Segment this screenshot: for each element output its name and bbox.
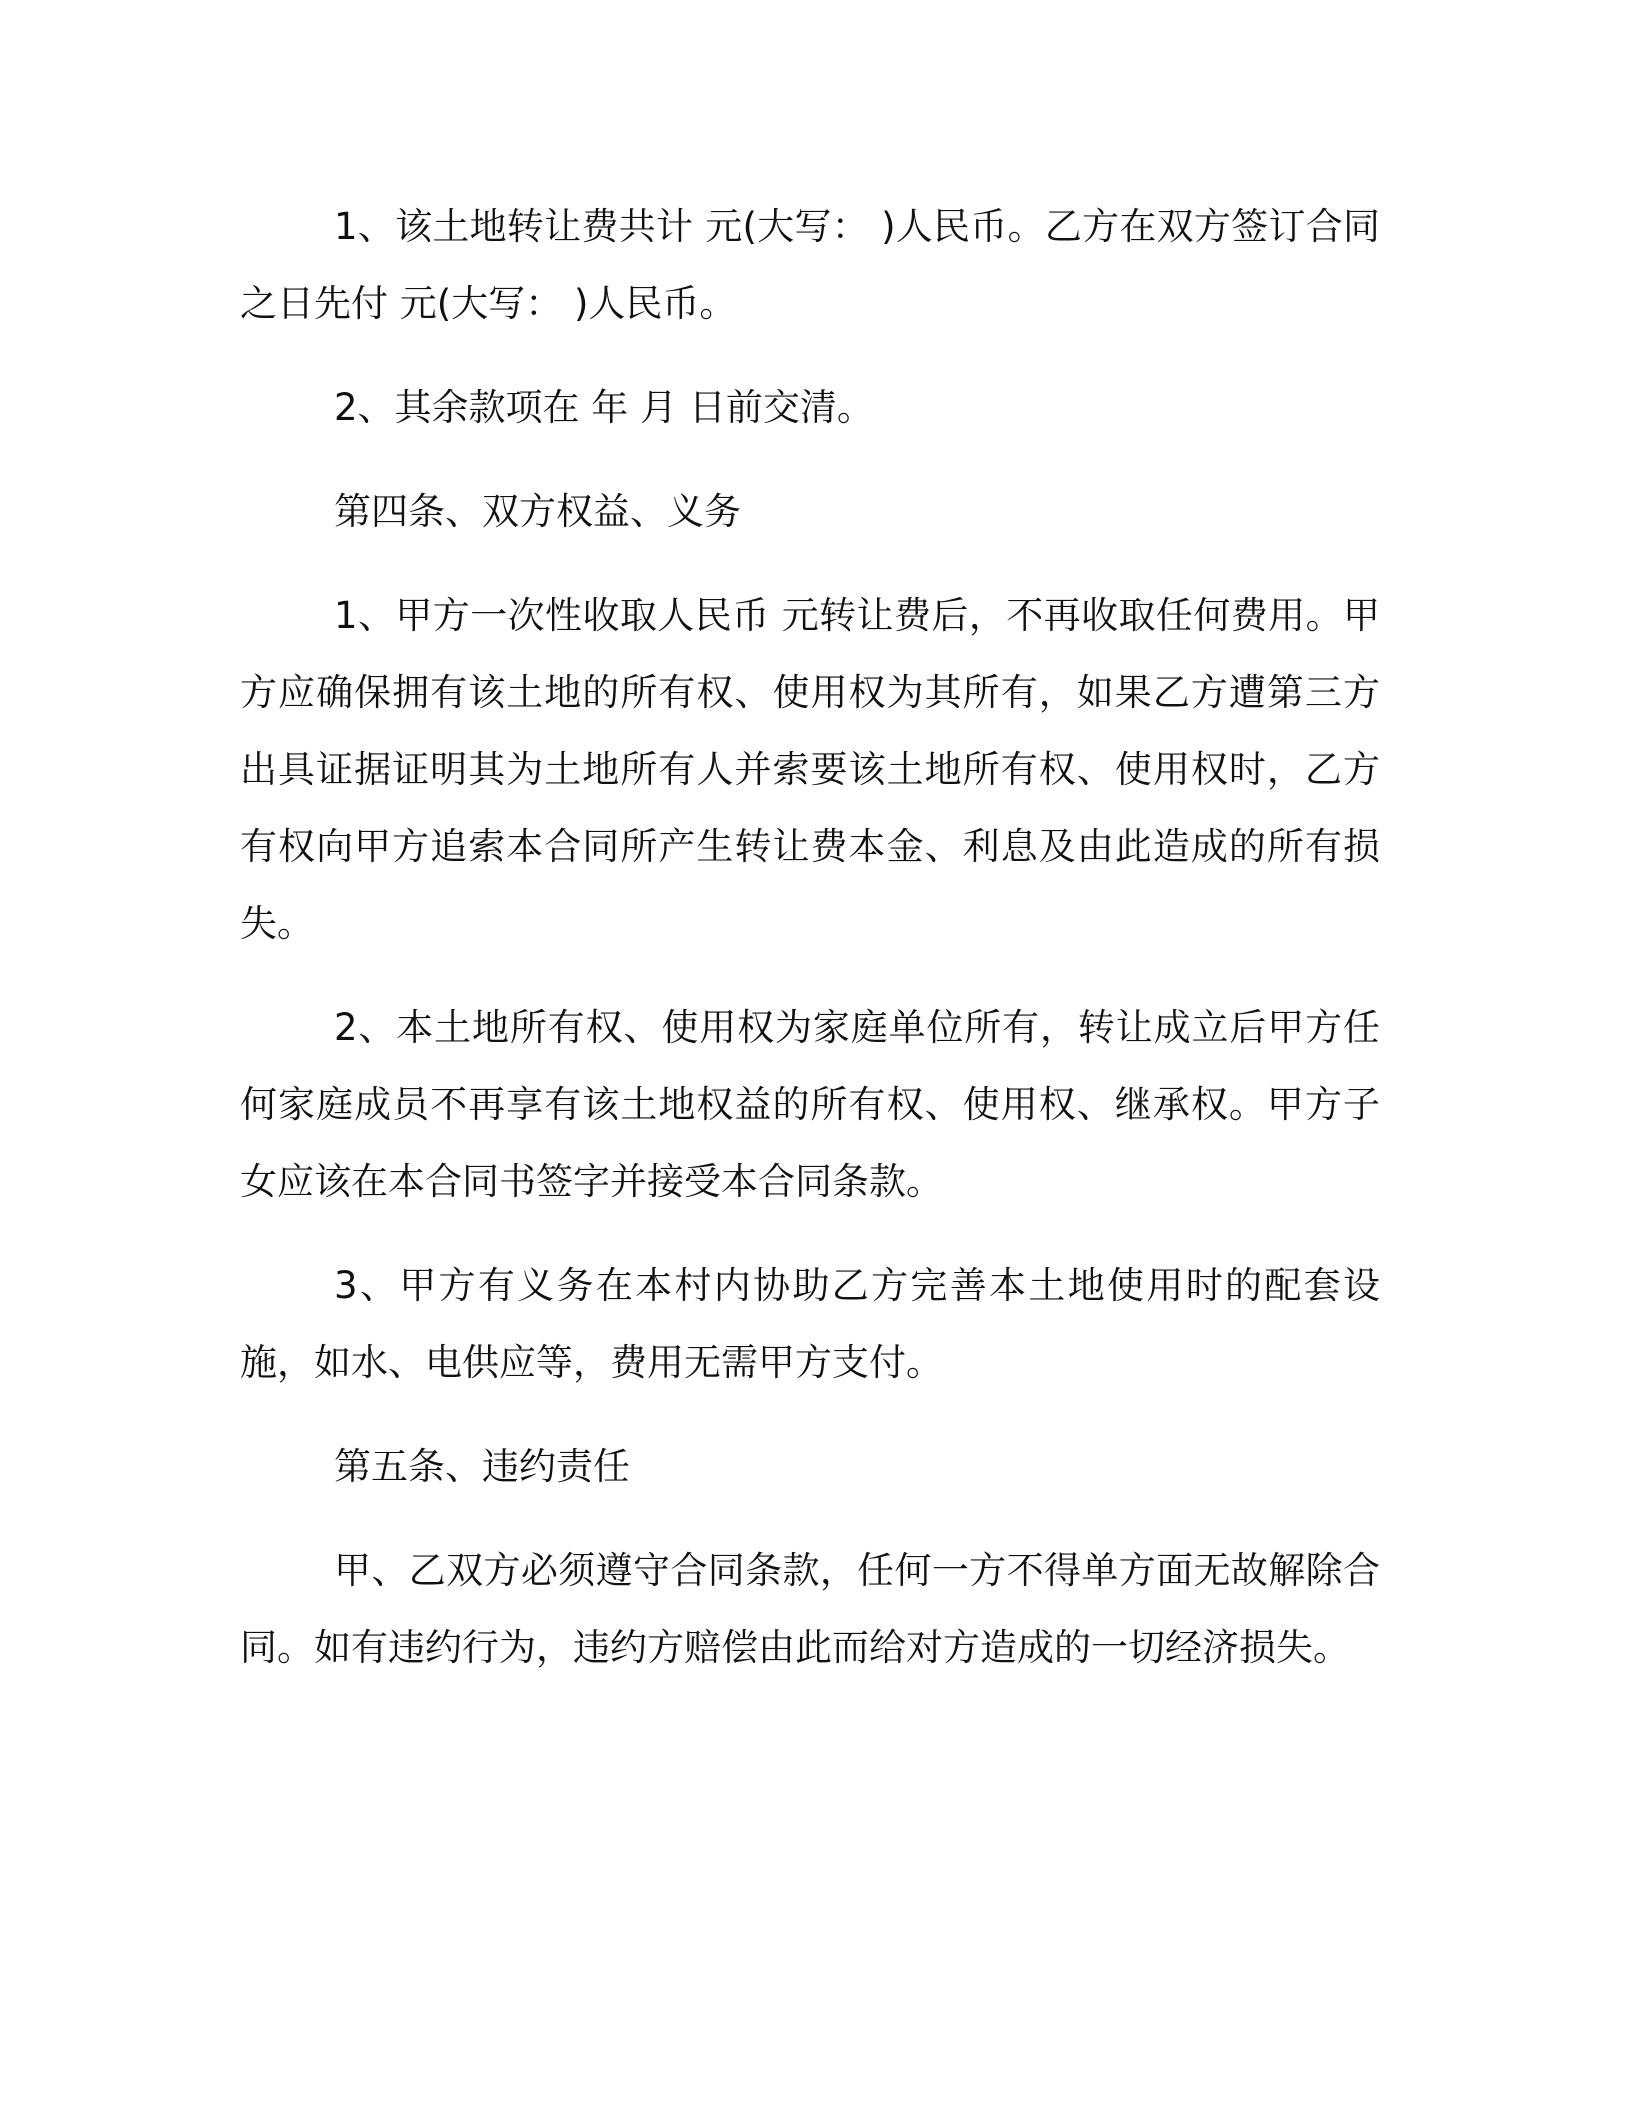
article-4-clause-1: 1、甲方一次性收取人民币 元转让费后，不再收取任何费用。甲方应确保拥有该土地的所有权、使用权为其所有，如果乙方遭第三方出具证据证明其为土地所有人并索要该土地所有权、使用权时，乙方有权向甲方追索本合同所产生转让费本金、利息及由此造成的所有损失。: [240, 594, 1380, 945]
article-5-clause: 甲、乙双方必须遵守合同条款，任何一方不得单方面无故解除合同。如有违约行为，违约方赔偿由此而给对方造成的一切经济损失。: [240, 1549, 1380, 1669]
article-4-clause-3: 3、甲方有义务在本村内协助乙方完善本土地使用时的配套设施，如水、电供应等，费用无需甲方支付。: [240, 1264, 1380, 1384]
payment-clause-1: 1、该土地转让费共计 元(大写： )人民币。乙方在双方签订合同之日先付 元(大写： )人民币。: [240, 205, 1380, 325]
article-4-heading: 第四条、双方权益、义务: [334, 490, 741, 533]
article-5-heading: 第五条、违约责任: [334, 1445, 630, 1488]
article-4-clause-2: 2、本土地所有权、使用权为家庭单位所有，转让成立后甲方任何家庭成员不再享有该土地权益的所有权、使用权、继承权。甲方子女应该在本合同书签字并接受本合同条款。: [240, 1006, 1380, 1203]
payment-clause-2: 2、其余款项在 年 月 日前交清。: [334, 386, 874, 429]
document-body: [240, 188, 1380, 1713]
